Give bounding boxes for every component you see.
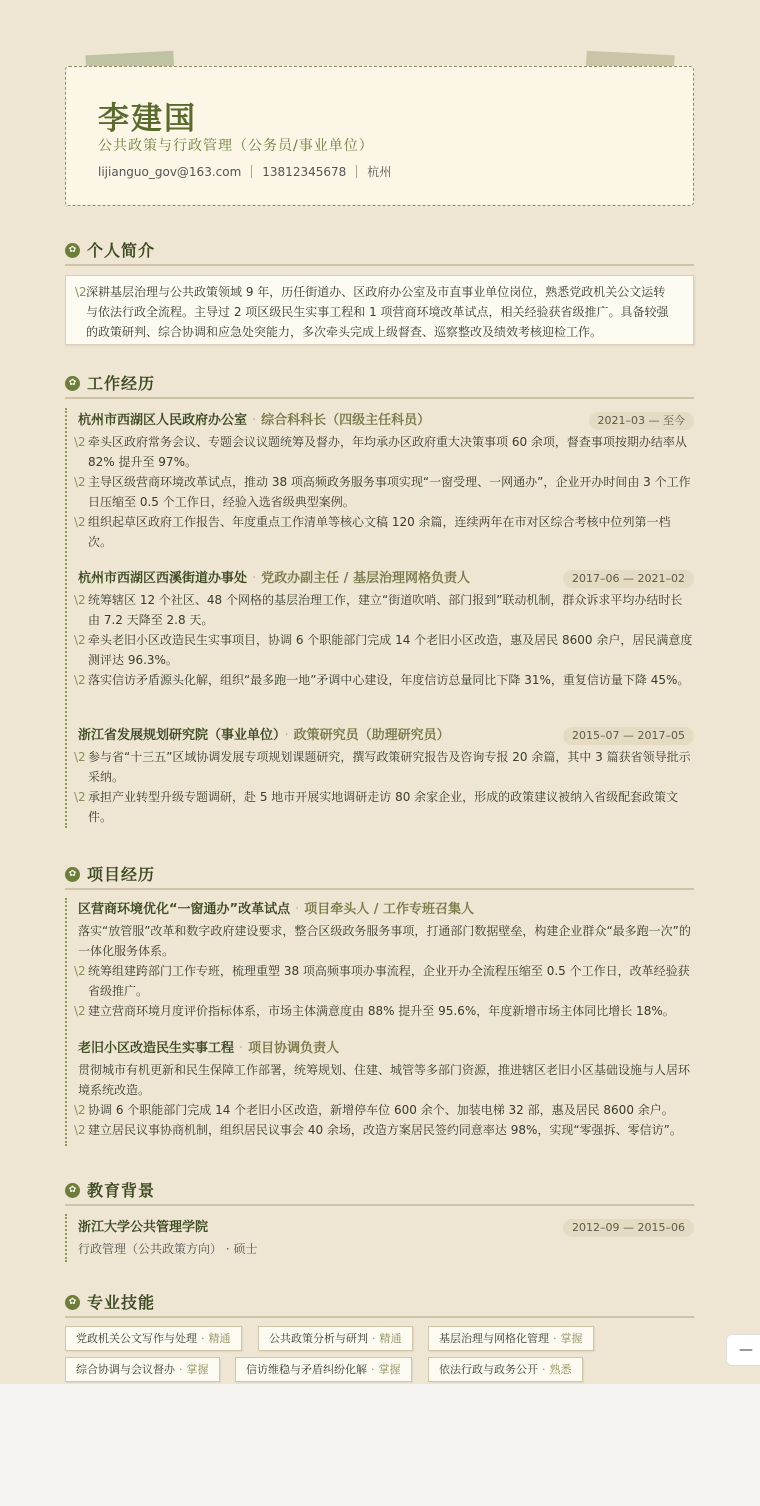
work-date: 2015–07 — 2017–05 [563, 727, 694, 745]
flower-icon: ✿ [65, 867, 80, 882]
candidate-role: 公共政策与行政管理（公务员/事业单位） [98, 138, 374, 154]
work-entry: 杭州市西湖区人民政府办公室 · 综合科科长（四级主任科员） 2021–03 — 至今 \2 牵头区政府常务会议、专题会议议题统筹及督办，年均承办区政府重大决策事项 60 余项，督查事项按期办结率从 82% 提升至 97%。 \2 主导区级营商环境改革试点，推动 38 项高频政务服务事项实现“一窗受理、一网通办”，企业开办时间由 3 个工作日压缩至 0.5 个工作日，经验入选省级典型案例。 \2 组织起草区政府工作报告、年度重点工作清单等核心文稿 120 余篇，连续两年在市对区综合考核中位列第一档次。 [78, 410, 694, 552]
project-entry: 老旧小区改造民生实事工程 · 项目协调负责人 贯彻城市有机更新和民生保障工作部署，统筹规划、住建、城管等多部门资源，推进辖区老旧小区基础设施与人居环境系统改造。 \2 协调 6 个职能部门完成 14 个老旧小区改造，新增停车位 600 余个、加装电梯 32 部，惠及居民 8600 余户。 \2 建立居民议事协商机制，组织居民议事会 40 余场，改造方案居民签约同意率达 98%，实现“零强拆、零信访”。 [78, 1038, 694, 1140]
project-entry: 区营商环境优化“一窗通办”改革试点 · 项目牵头人 / 工作专班召集人 落实“放管服”改革和数字政府建设要求，整合区级政务服务事项，打通部门数据壁垒，构建企业群众“最多跑一次”的一体化服务体系。 \2 统筹组建跨部门工作专班，梳理重塑 38 项高频事项办事流程，企业开办全流程压缩至 0.5 个工作日，改革经验获省级推广。 \2 建立营商环境月度评价指标体系，市场主体满意度由 88% 提升至 95.6%，年度新增市场主体同比增长 18%。 [78, 899, 694, 1021]
work-bullet: \2 承担产业转型升级专题调研，赴 5 地市开展实地调研走访 80 余家企业，形成的政策建议被纳入省级配套政策文件。 [78, 787, 694, 827]
project-role: 项目牵头人 / 工作专班召集人 [304, 902, 475, 917]
work-bullet: \2 组织起草区政府工作报告、年度重点工作清单等核心文稿 120 余篇，连续两年在市对区综合考核中位列第一档次。 [78, 512, 694, 552]
contact-divider [356, 165, 357, 178]
work-org: 杭州市西湖区人民政府办公室 [78, 413, 248, 428]
bullet-prefix: \2 [74, 750, 86, 764]
bullet-prefix: \2 [75, 285, 87, 299]
work-bullet: \2 牵头区政府常务会议、专题会议议题统筹及督办，年均承办区政府重大决策事项 60 余项，督查事项按期办结率从 82% 提升至 97%。 [78, 432, 694, 472]
work-title: 政策研究员（助理研究员） [293, 728, 450, 743]
flower-icon: ✿ [65, 243, 80, 258]
skill-chip: 公共政策分析与研判· 精通 [258, 1326, 413, 1351]
skill-chip: 党政机关公文写作与处理· 精通 [65, 1326, 242, 1351]
project-name: 老旧小区改造民生实事工程 [78, 1041, 235, 1056]
candidate-name: 李建国 [98, 101, 197, 137]
project-role: 项目协调负责人 [248, 1041, 340, 1056]
flower-icon: ✿ [65, 1183, 80, 1198]
skill-chip: 依法行政与政务公开· 熟悉 [428, 1357, 583, 1382]
work-title: 综合科科长（四级主任科员） [261, 413, 431, 428]
skill-chip: 综合协调与会议督办· 掌握 [65, 1357, 220, 1382]
bullet-prefix: \2 [74, 593, 86, 607]
bullet-prefix: \2 [74, 673, 86, 687]
work-title: 党政办副主任 / 基层治理网格负责人 [261, 571, 470, 586]
work-entry: 浙江省发展规划研究院（事业单位） · 政策研究员（助理研究员） 2015–07 — 2017–05 \2 参与省“十三五”区域协调发展专项规划课题研究，撰写政策研究报告及咨询专报 20 余篇，其中 3 篇获省领导批示采纳。 \2 承担产业转型升级专题调研，赴 5 地市开展实地调研走访 80 余家企业，形成的政策建议被纳入省级配套政策文件。 [78, 725, 694, 827]
collapse-button[interactable]: — [726, 1334, 760, 1366]
section-title: 工作经历 [87, 374, 156, 393]
education-school: 浙江大学公共管理学院 [78, 1220, 209, 1235]
bullet-prefix: \2 [74, 964, 86, 978]
project-bullet: \2 建立居民议事协商机制，组织居民议事会 40 余场，改造方案居民签约同意率达 98%，实现“零强拆、零信访”。 [78, 1120, 694, 1140]
contact-email[interactable]: lijianguo_gov@163.com [98, 164, 242, 179]
bullet-prefix: \2 [74, 1004, 86, 1018]
work-bullet: \2 统筹辖区 12 个社区、48 个网格的基层治理工作，建立“街道吹哨、部门报到”联动机制，群众诉求平均办结时长由 7.2 天降至 2.8 天。 [78, 590, 694, 630]
section-heading-projects [65, 860, 694, 890]
summary-text: 深耕基层治理与公共政策领域 9 年，历任街道办、区政府办公室及市直事业单位岗位，熟悉党政机关公文运转与依法行政全流程。主导过 2 项区级民生实事工程和 1 项营商环境改革试点，相关经验获省级推广。具备较强的政策研判、综合协调和应急处突能力，多次牵头完成上级督查、巡察整改及绩效考核迎检工作。 [86, 285, 669, 339]
project-name: 区营商环境优化“一窗通办”改革试点 [78, 902, 291, 917]
flower-icon: ✿ [65, 376, 80, 391]
section-heading-summary [65, 236, 694, 266]
header-card [65, 66, 694, 206]
flower-icon: ✿ [65, 1295, 80, 1310]
timeline-rail [65, 408, 67, 828]
project-description: 贯彻城市有机更新和民生保障工作部署，统筹规划、住建、城管等多部门资源，推进辖区老旧小区基础设施与人居环境系统改造。 [78, 1063, 691, 1097]
section-title: 项目经历 [87, 865, 156, 884]
bullet-prefix: \2 [74, 475, 86, 489]
timeline-rail [65, 1214, 67, 1262]
bullet-prefix: \2 [74, 1103, 86, 1117]
summary-card [65, 275, 694, 345]
work-date: 2017–06 — 2021–02 [563, 570, 694, 588]
skill-chip: 信访维稳与矛盾纠纷化解· 掌握 [235, 1357, 412, 1382]
work-bullet: \2 参与省“十三五”区域协调发展专项规划课题研究，撰写政策研究报告及咨询专报 20 余篇，其中 3 篇获省领导批示采纳。 [78, 747, 694, 787]
work-date: 2021–03 — 至今 [589, 412, 694, 430]
project-bullet: \2 协调 6 个职能部门完成 14 个老旧小区改造，新增停车位 600 余个、加装电梯 32 部，惠及居民 8600 余户。 [78, 1100, 694, 1120]
bullet-prefix: \2 [74, 633, 86, 647]
section-title: 教育背景 [87, 1181, 156, 1200]
contact-city: 杭州 [367, 165, 392, 179]
timeline-rail [65, 898, 67, 1146]
section-heading-work [65, 369, 694, 399]
project-bullet: \2 统筹组建跨部门工作专班，梳理重塑 38 项高频事项办事流程，企业开办全流程压缩至 0.5 个工作日，改革经验获省级推广。 [78, 961, 694, 1001]
bullet-prefix: \2 [74, 1123, 86, 1137]
bullet-prefix: \2 [74, 515, 86, 529]
project-description: 落实“放管服”改革和数字政府建设要求，整合区级政务服务事项，打通部门数据壁垒，构建企业群众“最多跑一次”的一体化服务体系。 [78, 924, 691, 958]
section-heading-skills [65, 1288, 694, 1318]
work-org: 杭州市西湖区西溪街道办事处 [78, 571, 248, 586]
contact-phone[interactable]: 13812345678 [262, 164, 347, 179]
bullet-prefix: \2 [74, 435, 86, 449]
work-bullet: \2 落实信访矛盾源头化解，组织“最多跑一地”矛调中心建设，年度信访总量同比下降 31%，重复信访量下降 45%。 [78, 670, 694, 690]
contact-line [98, 163, 391, 180]
contact-divider [251, 165, 252, 178]
skill-chip: 基层治理与网格化管理· 掌握 [428, 1326, 594, 1351]
section-heading-education [65, 1176, 694, 1206]
section-title: 专业技能 [87, 1293, 156, 1312]
project-bullet: \2 建立营商环境月度评价指标体系，市场主体满意度由 88% 提升至 95.6%，年度新增市场主体同比增长 18%。 [78, 1001, 694, 1021]
section-title: 个人简介 [87, 241, 156, 260]
bullet-prefix: \2 [74, 790, 86, 804]
work-bullet: \2 牵头老旧小区改造民生实事项目，协调 6 个职能部门完成 14 个老旧小区改造，惠及居民 8600 余户，居民满意度测评达 96.3%。 [78, 630, 694, 670]
education-entry [78, 1217, 694, 1259]
work-org: 浙江省发展规划研究院（事业单位） [78, 728, 280, 743]
work-bullet: \2 主导区级营商环境改革试点，推动 38 项高频政务服务事项实现“一窗受理、一网通办”，企业开办时间由 3 个工作日压缩至 0.5 个工作日，经验入选省级典型案例。 [78, 472, 694, 512]
education-detail: 行政管理（公共政策方向） · 硕士 [78, 1242, 258, 1256]
education-date: 2012–09 — 2015–06 [563, 1219, 694, 1237]
work-entry: 杭州市西湖区西溪街道办事处 · 党政办副主任 / 基层治理网格负责人 2017–06 — 2021–02 \2 统筹辖区 12 个社区、48 个网格的基层治理工作，建立“街道吹哨、部门报到”联动机制，群众诉求平均办结时长由 7.2 天降至 2.8 天。 \2 牵头老旧小区改造民生实事项目，协调 6 个职能部门完成 14 个老旧小区改造，惠及居民 8600 余户，居民满意度测评达 96.3%。 \2 落实信访矛盾源头化解，组织“最多跑一地”矛调中心建设，年度信访总量同比下降 31%，重复信访量下降 45%。 [78, 568, 694, 690]
